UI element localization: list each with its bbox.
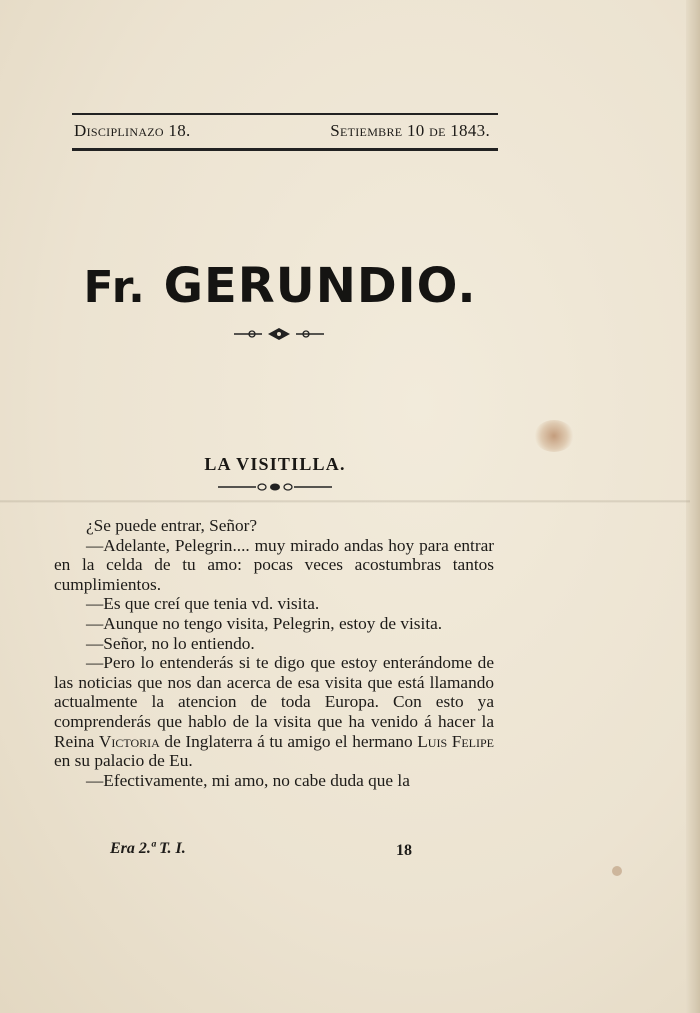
paragraph [54, 653, 494, 771]
masthead-ornament [232, 326, 326, 342]
paragraph-text: de Inglaterra á tu amigo el hermano [159, 731, 418, 751]
name-luis-felipe: Luis Felipe [417, 731, 494, 751]
issue-header [74, 118, 490, 144]
issue-number: Disciplinazo 18. [74, 121, 191, 140]
paragraph-text: en su palacio de Eu. [54, 751, 193, 771]
title-ornament [216, 481, 334, 493]
paragraph: ¿Se puede entrar, Señor? [86, 516, 258, 535]
page-number: 18 [396, 842, 412, 859]
paragraph: —Señor, no lo entiendo. [86, 633, 255, 653]
masthead-prefix: Fr. [83, 262, 146, 313]
article-body [54, 516, 494, 790]
header-top-rule [72, 113, 498, 115]
page-edge [686, 0, 700, 1013]
paragraph: —Adelante, Pelegrin.... muy mirado andas hoy para entrar en la celda de tu amo: pocas veces acostumbras tantos cumplimientos. [54, 535, 494, 594]
name-victoria: Victoria [98, 731, 160, 751]
paragraph: —Efectivamente, mi amo, no cabe duda que la [86, 770, 410, 790]
fold-crease [0, 500, 690, 503]
masthead-title [0, 258, 560, 314]
paragraph: —Es que creí que tenia vd. visita. [86, 594, 320, 614]
masthead-name: GERUNDIO. [163, 258, 477, 314]
header-bottom-rule [72, 148, 498, 151]
small-stain [612, 866, 622, 876]
article-title: LA VISITILLA. [204, 454, 346, 474]
paragraph: —Aunque no tengo visita, Pelegrin, estoy de visita. [86, 613, 443, 633]
era-signature: Era 2.ª T. I. [110, 840, 186, 857]
ink-stain [534, 420, 574, 452]
issue-date: Setiembre 10 de 1843. [330, 121, 490, 140]
paragraph-text: —Pero lo entenderás si te digo que estoy enterándome de las noticias que nos dan acerca de esa visita que está llamando actualmente la atencion de toda Europa. Con esto ya comprenderás que hablo de la visita que ha venido á hacer la Reina [54, 653, 494, 751]
